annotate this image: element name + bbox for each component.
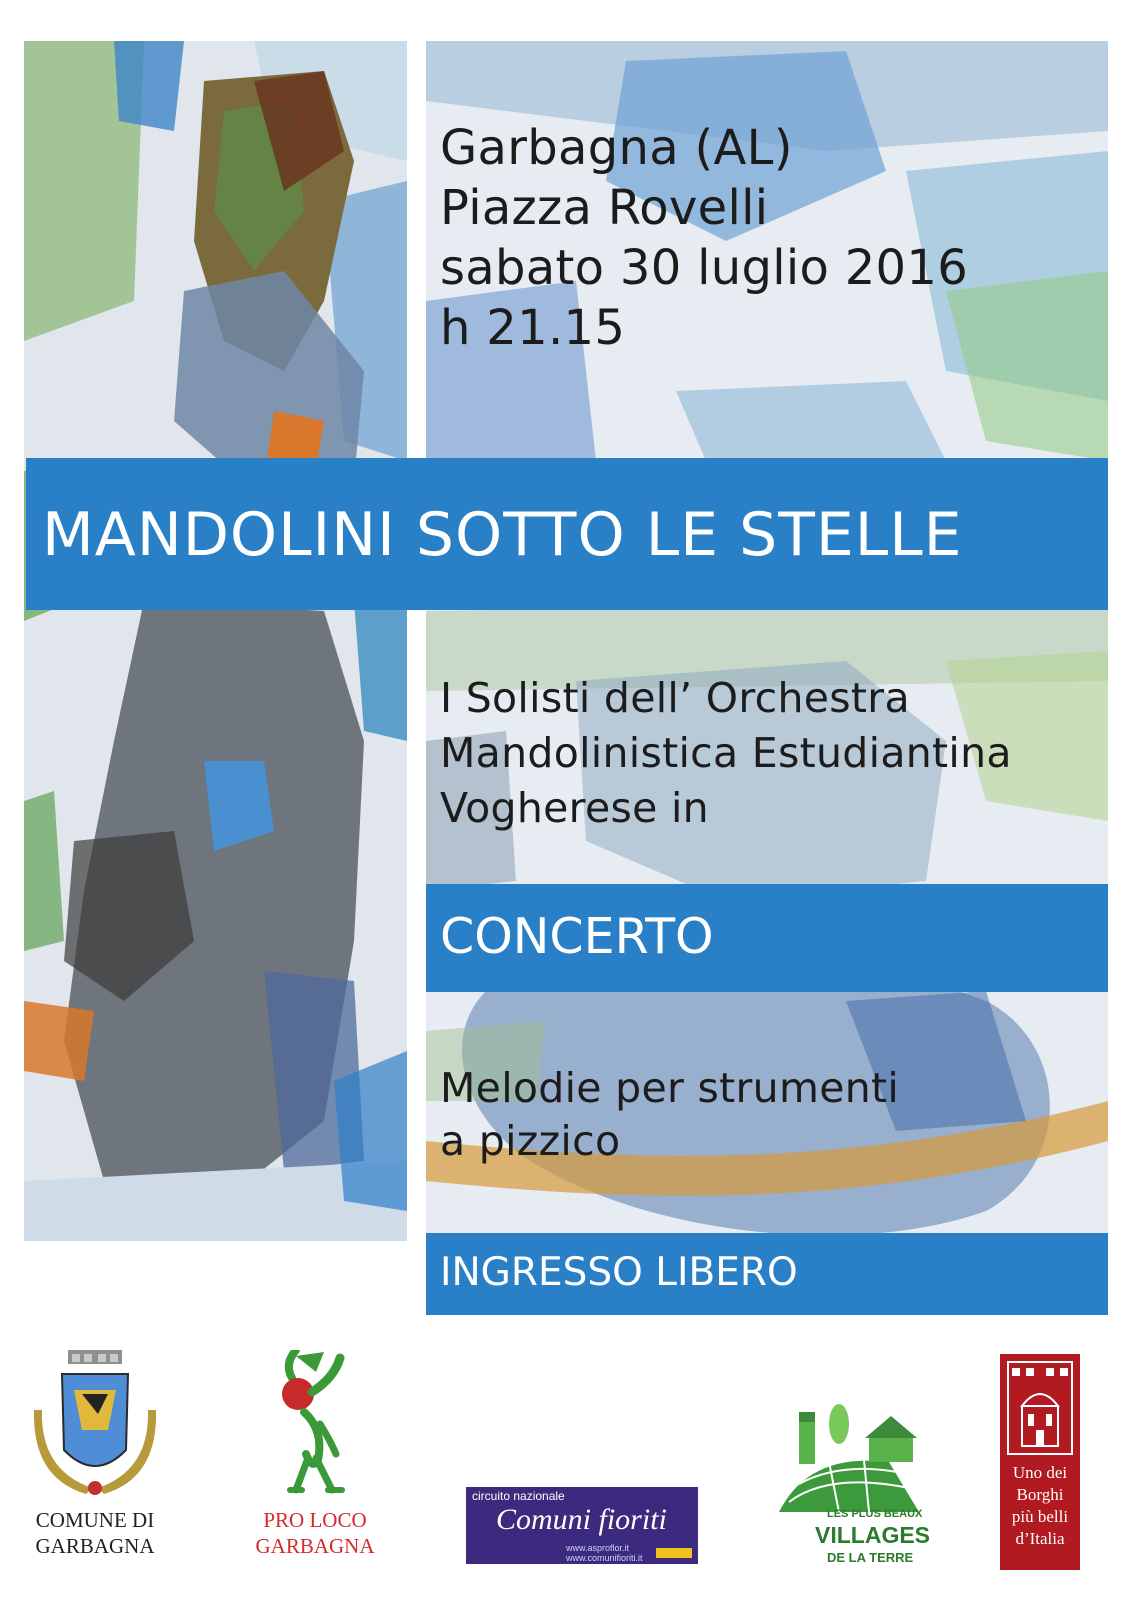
description-line-1: Melodie per strumenti bbox=[440, 1064, 900, 1112]
admission-banner bbox=[426, 1233, 1108, 1315]
borghi-line-3: più belli bbox=[1011, 1507, 1069, 1526]
comuni-fioriti-urls: www.asproflor.it www.comunifioriti.it bbox=[566, 1543, 643, 1563]
villages-line-2: VILLAGES bbox=[815, 1522, 931, 1548]
comuni-fioriti-badge bbox=[656, 1548, 692, 1558]
comuni-circuit-label: circuito nazionale bbox=[472, 1489, 565, 1503]
borgo-tower-icon bbox=[1000, 1354, 1080, 1458]
event-time: h 21.15 bbox=[440, 300, 626, 356]
proloco-line-1: PRO LOCO bbox=[263, 1508, 367, 1532]
coat-of-arms-icon bbox=[22, 1350, 168, 1500]
event-date: sabato 30 luglio 2016 bbox=[440, 240, 969, 296]
ensemble-line-1: I Solisti dell’ Orchestra bbox=[440, 674, 910, 722]
comuni-fioriti-logo bbox=[466, 1487, 698, 1564]
proloco-garbagna-logo bbox=[236, 1350, 394, 1570]
description-line-2: a pizzico bbox=[440, 1117, 621, 1165]
villages-line-3: DE LA TERRE bbox=[827, 1550, 914, 1565]
comune-garbagna-logo bbox=[22, 1350, 168, 1570]
comuni-fioriti-name: Comuni fioriti bbox=[496, 1503, 667, 1536]
borghi-logo-text bbox=[1000, 1462, 1080, 1550]
admission-label: INGRESSO LIBERO bbox=[440, 1250, 798, 1295]
ensemble-line-3: Vogherese in bbox=[440, 784, 709, 832]
event-square: Piazza Rovelli bbox=[440, 180, 769, 236]
villages-line-1: LES PLUS BEAUX bbox=[827, 1508, 923, 1520]
left-artwork-panel bbox=[24, 41, 407, 1241]
concerto-label: CONCERTO bbox=[440, 908, 714, 965]
event-title: MANDOLINI SOTTO LE STELLE bbox=[42, 500, 963, 570]
proloco-logo-text bbox=[236, 1507, 394, 1559]
village-globe-icon bbox=[769, 1402, 939, 1512]
proloco-figure-icon bbox=[236, 1350, 394, 1500]
watercolor-left-image bbox=[24, 41, 407, 1241]
ensemble-info bbox=[440, 671, 1012, 836]
ensemble-line-2: Mandolinistica Estudiantina bbox=[440, 729, 1012, 777]
concerto-banner bbox=[426, 884, 1108, 992]
borghi-line-4: d’Italia bbox=[1015, 1529, 1065, 1548]
borghi-piu-belli-logo bbox=[1000, 1354, 1080, 1570]
borghi-line-1: Uno dei bbox=[1012, 1463, 1068, 1482]
title-banner bbox=[26, 458, 1108, 610]
event-info bbox=[440, 118, 968, 358]
concert-description bbox=[440, 1062, 899, 1168]
borghi-line-2: Borghi bbox=[1016, 1485, 1064, 1504]
comune-logo-text bbox=[22, 1507, 168, 1559]
comune-line-1: COMUNE DI bbox=[35, 1508, 155, 1532]
comune-line-2: GARBAGNA bbox=[35, 1534, 155, 1558]
villages-de-la-terre-logo bbox=[769, 1402, 939, 1572]
proloco-line-2: GARBAGNA bbox=[255, 1534, 375, 1558]
event-location: Garbagna (AL) bbox=[440, 120, 793, 176]
